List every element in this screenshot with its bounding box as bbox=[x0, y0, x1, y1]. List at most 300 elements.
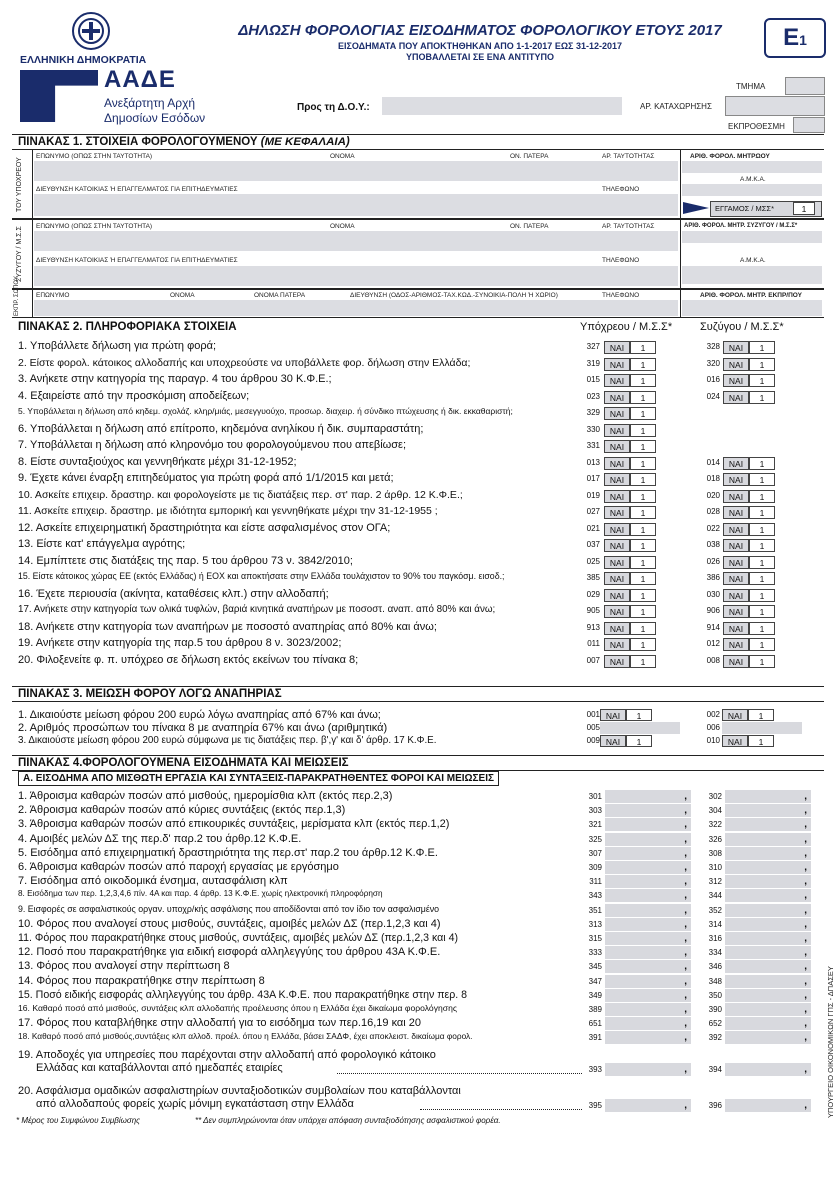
org-line2: Δημοσίων Εσόδων bbox=[104, 111, 206, 125]
spouse-yes-checkbox[interactable]: ΝΑΙ bbox=[723, 341, 749, 354]
spouse-yes-checkbox[interactable]: ΝΑΙ bbox=[722, 709, 748, 721]
spouse-amka-label: Α.Μ.Κ.Α. bbox=[740, 257, 766, 264]
spouse-amount-field[interactable]: , bbox=[725, 833, 811, 846]
spouse-yes-checkbox[interactable]: ΝΑΙ bbox=[723, 391, 749, 404]
yes-value[interactable]: 1 bbox=[630, 605, 656, 618]
table4-spouse-code: 302 bbox=[708, 792, 722, 801]
spouse-yes-checkbox[interactable]: ΝΑΙ bbox=[722, 735, 748, 747]
spouse-yes-checkbox[interactable]: ΝΑΙ bbox=[723, 374, 749, 387]
spouse-yes-value[interactable]: 1 bbox=[749, 391, 775, 404]
amka-label: Α.Μ.Κ.Α. bbox=[740, 176, 766, 183]
table4-row-label: 18. Καθαρό ποσό από μισθούς,συντάξεις κλπ αλλοδ. προέλ. όπου η Ελλάδα, βάσει ΣΑΔΦ, έχει αποκλειστ. δικαίωμα φορολ. bbox=[18, 1031, 473, 1042]
spouse-yes-value[interactable]: 1 bbox=[749, 556, 775, 569]
amount-field[interactable]: , bbox=[605, 875, 691, 888]
yes-value[interactable]: 1 bbox=[630, 638, 656, 651]
spouse-surname-label: ΕΠΩΝΥΜΟ (ΟΠΩΣ ΣΤΗΝ ΤΑΥΤΟΤΗΤΑ) bbox=[36, 223, 153, 230]
spouse-count-field[interactable] bbox=[722, 722, 802, 734]
code-396: 396 bbox=[708, 1101, 722, 1110]
spouse-yes-value[interactable]: 1 bbox=[749, 506, 775, 519]
yes-checkbox[interactable]: ΝΑΙ bbox=[604, 457, 630, 470]
yes-value[interactable]: 1 bbox=[630, 539, 656, 552]
rep-afm-field[interactable] bbox=[682, 300, 822, 316]
spouse-yes-checkbox[interactable]: ΝΑΙ bbox=[723, 572, 749, 585]
table4-spouse-code: 392 bbox=[708, 1033, 722, 1043]
table4-code: 389 bbox=[588, 1005, 602, 1014]
amount-field[interactable]: , bbox=[605, 790, 691, 803]
amount-field[interactable]: , bbox=[605, 960, 691, 973]
table4-row-label: 6. Άθροισμα καθαρών ποσών από παροχή εργασίας με εργόσημο bbox=[18, 861, 339, 873]
table2-spouse-code: 012 bbox=[706, 639, 720, 648]
yes-value[interactable]: 1 bbox=[626, 735, 652, 747]
yes-value[interactable]: 1 bbox=[630, 655, 656, 668]
table4-row-label: 7. Εισόδημα από οικοδομικά ένσημα, αυτασφάλιση κλπ bbox=[18, 875, 288, 888]
marriage-value[interactable]: 1 bbox=[793, 202, 815, 215]
spouse-yes-value[interactable]: 1 bbox=[749, 655, 775, 668]
table2-code: 029 bbox=[586, 589, 600, 599]
table2-col1-header: Υπόχρεου / Μ.Σ.Σ* bbox=[580, 321, 673, 333]
table4-code: 307 bbox=[588, 848, 602, 858]
table4-row-label: 12. Ποσό που παρακρατήθηκε για ειδική εισφορά αλληλεγγύης του άρθρου 43Α Κ.Φ.Ε. bbox=[18, 946, 441, 959]
table2-spouse-code: 386 bbox=[706, 573, 720, 582]
spouse-yes-checkbox[interactable]: ΝΑΙ bbox=[723, 358, 749, 371]
address-label: ΔΙΕΥΘΥΝΣΗ ΚΑΤΟΙΚΙΑΣ Ή ΕΠΑΓΓΕΛΜΑΤΟΣ ΓΙΑ ΕΠΙΤΗΔΕΥΜΑΤΙΕΣ bbox=[36, 186, 238, 193]
table4-row-label: 15. Ποσό ειδικής εισφοράς αλληλεγγύης του άρθρ. 43Α Κ.Φ.Ε. που παρακρατήθηκε στην περ. 8 bbox=[18, 988, 468, 1001]
spouse-amount-field[interactable]: , bbox=[725, 818, 811, 831]
spouse-afm-label: ΑΡΙΘ. ΦΟΡΟΛ. ΜΗΤΡ. ΣΥΖΥΓΟΥ / Μ.Σ.Σ* bbox=[684, 223, 798, 229]
table2-row-label: 13. Είστε κατ' επάγγελμα αγρότης; bbox=[18, 538, 186, 550]
table4-spouse-code: 310 bbox=[708, 863, 722, 872]
emblem-text: ΕΛΛΗΝΙΚΗ ΔΗΜΟΚΡΑΤΙΑ bbox=[20, 54, 147, 66]
table3-row-label: 1. Δικαιούστε μείωση φόρου 200 ευρώ λόγω αναπηρίας από 67% και άνω; bbox=[18, 709, 381, 721]
amount-field[interactable]: , bbox=[605, 975, 691, 988]
table4-row-label: 10. Φόρος που αναλογεί στους μισθούς, συντάξεις, αμοιβές μελών ΔΣ (περ.1,2,3 και 4) bbox=[18, 917, 441, 930]
table2-row-label: 2. Είστε φορολ. κάτοικος αλλοδαπής και υποχρεούστε να υποβάλλετε φορ. δήλωση στην Ελλάδα; bbox=[18, 356, 471, 369]
yes-value[interactable]: 1 bbox=[630, 407, 656, 420]
late-field[interactable] bbox=[793, 117, 825, 133]
yes-checkbox[interactable]: ΝΑΙ bbox=[600, 735, 626, 747]
afm-field[interactable] bbox=[682, 161, 822, 173]
spouse-yes-checkbox[interactable]: ΝΑΙ bbox=[723, 539, 749, 552]
yes-value[interactable]: 1 bbox=[630, 473, 656, 486]
yes-value[interactable]: 1 bbox=[630, 622, 656, 635]
greek-emblem-icon bbox=[72, 12, 110, 50]
org-line1: Ανεξάρτητη Αρχή bbox=[104, 96, 196, 110]
yes-checkbox[interactable]: ΝΑΙ bbox=[604, 506, 630, 519]
table4-row-label: 8. Εισόδημα των περ. 1,2,3,4,6 πίν. 4Α και παρ. 4 άρθρ. 13 Κ.Φ.Ε. χωρίς ηλεκτρονική πληροφόρηση bbox=[18, 889, 383, 899]
table2-row-label: 18. Ανήκετε στην κατηγορία των αναπήρων με ποσοστό αναπηρίας από 80% και άνω; bbox=[18, 620, 437, 633]
yes-value[interactable]: 1 bbox=[630, 523, 656, 536]
spouse-yes-checkbox[interactable]: ΝΑΙ bbox=[723, 605, 749, 618]
table4-row-label: 11. Φόρος που παρακρατήθηκε στους μισθούς, συντάξεις, αμοιβές μελών ΔΣ (περ.1,2,3 και 4) bbox=[18, 932, 458, 944]
footer-note-2: ** Δεν συμπληρώνονται όταν υπάρχει απόφαση συνταξιοδότησης ασφαλιστικού φορέα. bbox=[195, 1116, 501, 1125]
spouse-yes-value[interactable]: 1 bbox=[749, 605, 775, 618]
amount-field[interactable]: , bbox=[605, 804, 691, 817]
table3-title: ΠΙΝΑΚΑΣ 3. ΜΕΙΩΣΗ ΦΟΡΟΥ ΛΟΓΩ ΑΝΑΠΗΡΙΑΣ bbox=[12, 686, 824, 702]
amount-396[interactable]: , bbox=[725, 1099, 811, 1112]
spouse-yes-checkbox[interactable]: ΝΑΙ bbox=[723, 506, 749, 519]
table4-row-label: 9. Εισφορές σε ασφαλιστικούς οργαν. υποχρ/κής ασφάλισης που αποδίδονται από τον ίδιο τον ασφαλισμένο bbox=[18, 903, 440, 914]
spouse-amount-field[interactable]: , bbox=[725, 847, 811, 860]
spouse-yes-checkbox[interactable]: ΝΑΙ bbox=[723, 589, 749, 602]
table4-code: 391 bbox=[588, 1033, 602, 1043]
table2-spouse-code: 022 bbox=[706, 523, 720, 533]
amount-field[interactable]: , bbox=[605, 818, 691, 831]
spouse-yes-value[interactable]: 1 bbox=[749, 589, 775, 602]
table4-row-label: 5. Εισόδημα από επιχειρηματική δραστηριότητα της περ.στ' παρ.2 του άρθρ.12 Κ.Φ.Ε. bbox=[18, 846, 438, 859]
amount-field[interactable]: , bbox=[605, 889, 691, 902]
table2-code: 025 bbox=[586, 556, 600, 566]
spouse-amount-field[interactable]: , bbox=[725, 904, 811, 917]
table2-row-label: 14. Εμπίπτετε στις διατάξεις της παρ. 5 του άρθρου 73 ν. 3842/2010; bbox=[18, 554, 353, 567]
yes-value[interactable]: 1 bbox=[630, 490, 656, 503]
table2-code: 007 bbox=[586, 655, 600, 665]
spouse-amount-field[interactable]: , bbox=[725, 1031, 811, 1044]
table4-code: 301 bbox=[588, 792, 602, 801]
table2-spouse-code: 320 bbox=[706, 358, 720, 368]
spouse-yes-checkbox[interactable]: ΝΑΙ bbox=[723, 655, 749, 668]
table2-code: 023 bbox=[586, 391, 600, 401]
table2-row-label: 8. Είστε συνταξιούχος και γεννηθήκατε μέχρι 31-12-1952; bbox=[18, 455, 297, 468]
table2-code: 913 bbox=[586, 622, 600, 632]
yes-checkbox[interactable]: ΝΑΙ bbox=[604, 407, 630, 420]
spouse-yes-value[interactable]: 1 bbox=[749, 473, 775, 486]
form-subtitle-1: ΕΙΣΟΔΗΜΑΤΑ ΠΟΥ ΑΠΟΚΤΗΘΗΚΑΝ ΑΠΟ 1-1-2017 ΕΩΣ 31-12-2017 bbox=[338, 41, 622, 51]
table3-code: 009 bbox=[586, 736, 600, 745]
yes-checkbox[interactable]: ΝΑΙ bbox=[600, 709, 626, 721]
spouse-amount-field[interactable]: , bbox=[725, 804, 811, 817]
table3-row-label: 2. Αριθμός προσώπων του πίνακα 8 με αναπηρία 67% και άνω (αριθμητικά) bbox=[18, 722, 388, 734]
address-field[interactable] bbox=[34, 194, 678, 216]
yes-checkbox[interactable]: ΝΑΙ bbox=[604, 523, 630, 536]
table4-code: 311 bbox=[589, 877, 602, 887]
table4-spouse-code: 334 bbox=[708, 948, 722, 958]
tmima-field[interactable] bbox=[785, 77, 825, 95]
side-spouse: ΣΥΖΥΓΟΥ / Μ.Σ.Σ bbox=[16, 226, 23, 282]
table2-spouse-code: 328 bbox=[706, 342, 720, 351]
table4-row-label: 1. Άθροισμα καθαρών ποσών από μισθούς, ημερομίσθια κλπ (εκτός περ.2,3) bbox=[18, 790, 393, 802]
table2-row-label: 9. Έχετε κάνει έναρξη επιτηδεύματος για πρώτη φορά από 1/1/2015 και μετά; bbox=[18, 472, 394, 484]
yes-checkbox[interactable]: ΝΑΙ bbox=[604, 539, 630, 552]
rep-afm-label: ΑΡΙΘ. ΦΟΡΟΛ. ΜΗΤΡ. ΕΚΠΡ/ΠΟΥ bbox=[700, 292, 803, 299]
yes-checkbox[interactable]: ΝΑΙ bbox=[604, 638, 630, 651]
table2-col2-header: Συζύγου / Μ.Σ.Σ* bbox=[700, 321, 784, 333]
table2-spouse-code: 028 bbox=[706, 507, 720, 516]
row19-label: 19. Αποδοχές για υπηρεσίες που παρέχονται στην αλλοδαπή από φορολογικό κάτοικο Ελλάδας και καταβάλλονται από ημεδαπές εταιρίες bbox=[18, 1049, 436, 1074]
table2-row-label: 3. Ανήκετε στην κατηγορία της παραγρ. 4 του άρθρου 30 Κ.Φ.Ε.; bbox=[18, 373, 332, 385]
table4-subtitle: Α. ΕΙΣΟΔΗΜΑ ΑΠΟ ΜΙΣΘΩΤΗ ΕΡΓΑΣΙΑ ΚΑΙ ΣΥΝΤΑΞΕΙΣ-ΠΑΡΑΚΡΑΤΗΘΕΝΤΕΣ ΦΟΡΟΙ ΚΑΙ ΜΕΙΩΣΕΙΣ bbox=[18, 771, 499, 786]
yes-value[interactable]: 1 bbox=[626, 709, 652, 721]
spouse-yes-value[interactable]: 1 bbox=[749, 457, 775, 470]
surname-label: ΕΠΩΝΥΜΟ (ΟΠΩΣ ΣΤΗΝ ΤΑΥΤΟΤΗΤΑ) bbox=[36, 153, 153, 160]
yes-checkbox[interactable]: ΝΑΙ bbox=[604, 391, 630, 404]
table4-code: 315 bbox=[588, 934, 602, 943]
table4-row-label: 2. Άθροισμα καθαρών ποσών από κύριες συντάξεις (εκτός περ.1,3) bbox=[18, 804, 346, 817]
yes-value[interactable]: 1 bbox=[630, 506, 656, 519]
code-393: 393 bbox=[588, 1065, 602, 1074]
table2-code: 385 bbox=[586, 573, 600, 582]
table4-spouse-code: 346 bbox=[708, 962, 722, 972]
yes-value[interactable]: 1 bbox=[630, 358, 656, 371]
table4-code: 651 bbox=[588, 1019, 602, 1029]
spouse-yes-value[interactable]: 1 bbox=[749, 374, 775, 387]
amount-field[interactable]: , bbox=[605, 932, 691, 945]
table2-code: 021 bbox=[586, 523, 600, 533]
spouse-yes-checkbox[interactable]: ΝΑΙ bbox=[723, 473, 749, 486]
yes-checkbox[interactable]: ΝΑΙ bbox=[604, 358, 630, 371]
table2-row-label: 7. Υποβάλλεται η δήλωση από κληρονόμο του φορολογούμενου που απεβίωσε; bbox=[18, 439, 406, 451]
doy-label: Προς τη Δ.Ο.Υ.: bbox=[297, 102, 370, 113]
yes-checkbox[interactable]: ΝΑΙ bbox=[604, 490, 630, 503]
table2-row-label: 19. Ανήκετε στην κατηγορία της παρ.5 του άρθρου 8 ν. 3023/2002; bbox=[18, 637, 342, 649]
spouse-yes-checkbox[interactable]: ΝΑΙ bbox=[723, 556, 749, 569]
table4-spouse-code: 326 bbox=[708, 834, 722, 844]
table4-spouse-code: 348 bbox=[708, 976, 722, 986]
amount-field[interactable]: , bbox=[605, 861, 691, 874]
amount-field[interactable]: , bbox=[605, 918, 691, 931]
table4-spouse-code: 308 bbox=[708, 848, 722, 858]
doy-field[interactable] bbox=[382, 97, 622, 115]
rep-father-label: ΟΝΟΜΑ ΠΑΤΕΡΑ bbox=[254, 292, 306, 299]
table4-spouse-code: 322 bbox=[708, 820, 722, 830]
spouse-name-field[interactable] bbox=[34, 231, 678, 251]
amount-395[interactable]: , bbox=[605, 1099, 691, 1112]
amount-field[interactable]: , bbox=[605, 989, 691, 1002]
form-code: E1 bbox=[764, 18, 826, 58]
table2-row-label: 10. Ασκείτε επιχειρ. δραστηρ. και φορολογείστε με τις διατάξεις περ. στ' παρ. 2 άρθρ. 12 Κ.Φ.Ε.; bbox=[18, 488, 463, 501]
table4-code: 351 bbox=[588, 905, 602, 915]
table4-spouse-code: 312 bbox=[708, 877, 722, 887]
yes-value[interactable]: 1 bbox=[630, 457, 656, 470]
yes-checkbox[interactable]: ΝΑΙ bbox=[604, 424, 630, 437]
table4-row-label: 14. Φόρος που παρακρατήθηκε στην περίπτωση 8 bbox=[18, 974, 265, 987]
yes-value[interactable]: 1 bbox=[630, 556, 656, 569]
row20-label: 20. Ασφάλισμα ομαδικών ασφαλιστηρίων συνταξιοδοτικών συμβολαίων που καταβάλλονται από αλλοδαπούς φορείς χωρίς μόνιμη εγκατάσταση στην Ελλάδα bbox=[18, 1085, 461, 1110]
count-field[interactable] bbox=[600, 722, 680, 734]
table2-spouse-code: 026 bbox=[706, 556, 720, 566]
name-label: ΟΝΟΜΑ bbox=[330, 153, 355, 160]
table2-code: 331 bbox=[586, 441, 600, 450]
spouse-yes-value[interactable]: 1 bbox=[749, 523, 775, 536]
table4-spouse-code: 652 bbox=[708, 1019, 722, 1029]
spouse-yes-checkbox[interactable]: ΝΑΙ bbox=[723, 490, 749, 503]
spouse-amount-field[interactable]: , bbox=[725, 989, 811, 1002]
yes-value[interactable]: 1 bbox=[630, 440, 656, 453]
spouse-afm-field[interactable] bbox=[682, 231, 822, 243]
table4-code: 321 bbox=[588, 820, 602, 830]
table2-row-label: 5. Υποβάλλεται η δήλωση από κηδεμ. σχολάζ. κληρ/μιάς, μεσεγγυούχο, προσωρ. διαχειρ. ή σύνδικο πτώχευσης ή δικ. εκκαθαριστή; bbox=[18, 406, 513, 416]
amount-field[interactable]: , bbox=[605, 1003, 691, 1016]
table4-code: 333 bbox=[588, 948, 602, 958]
rep-name-label: ΟΝΟΜΑ bbox=[170, 292, 195, 299]
table2-spouse-code: 906 bbox=[706, 606, 720, 615]
form-title: ΔΗΛΩΣΗ ΦΟΡΟΛΟΓΙΑΣ ΕΙΣΟΔΗΜΑΤΟΣ ΦΟΡΟΛΟΓΙΚΟΥ ΕΤΟΥΣ 2017 bbox=[238, 22, 722, 39]
spouse-yes-value[interactable]: 1 bbox=[749, 638, 775, 651]
spouse-yes-value[interactable]: 1 bbox=[749, 341, 775, 354]
table2-code: 905 bbox=[586, 606, 600, 615]
table2-code: 017 bbox=[586, 474, 600, 483]
yes-checkbox[interactable]: ΝΑΙ bbox=[604, 622, 630, 635]
yes-checkbox[interactable]: ΝΑΙ bbox=[604, 341, 630, 354]
table4-spouse-code: 316 bbox=[708, 934, 722, 943]
table2-spouse-code: 030 bbox=[706, 589, 720, 599]
table4-row-label: 16. Καθαρό ποσό από μισθούς, συντάξεις κλπ αλλοδαπής προέλευσης όπου η Ελλάδα έχει δικαίωμα φορολόγησης bbox=[18, 1003, 457, 1013]
yes-value[interactable]: 1 bbox=[630, 391, 656, 404]
spouse-amount-field[interactable]: , bbox=[725, 1017, 811, 1030]
yes-value[interactable]: 1 bbox=[630, 589, 656, 602]
amount-394[interactable]: , bbox=[725, 1063, 811, 1076]
footer-note-1: * Μέρος του Συμφώνου Συμβίωσης bbox=[16, 1116, 141, 1125]
rep-address-label: ΔΙΕΥΘΥΝΣΗ (ΟΔΟΣ-ΑΡΙΘΜΟΣ-ΤΑΧ.ΚΩΔ.-ΣΥΝΟΙΚΙΑ-ΠΟΛΗ Ή ΧΩΡΙΟ) bbox=[350, 292, 558, 299]
amount-field[interactable]: , bbox=[605, 946, 691, 959]
form-subtitle-2: ΥΠΟΒΑΛΛΕΤΑΙ ΣΕ ΕΝΑ ΑΝΤΙΤΥΠΟ bbox=[406, 52, 554, 62]
table4-code: 343 bbox=[588, 891, 602, 901]
spouse-amount-field[interactable]: , bbox=[725, 975, 811, 988]
yes-value[interactable]: 1 bbox=[630, 341, 656, 354]
aade-logo bbox=[20, 70, 98, 122]
tmima-label: ΤΜΗΜΑ bbox=[736, 82, 766, 91]
spouse-amount-field[interactable]: , bbox=[725, 875, 811, 888]
code-395: 395 bbox=[588, 1101, 602, 1110]
yes-checkbox[interactable]: ΝΑΙ bbox=[604, 572, 630, 585]
side-taxpayer: ΤΟΥ ΥΠΟΧΡΕΟΥ bbox=[16, 157, 23, 212]
spouse-id-label: ΑΡ. ΤΑΥΤΟΤΗΤΑΣ bbox=[602, 223, 655, 230]
table2-spouse-code: 014 bbox=[706, 457, 720, 467]
spouse-yes-checkbox[interactable]: ΝΑΙ bbox=[723, 523, 749, 536]
org-abbr: ΑΑΔΕ bbox=[104, 66, 176, 93]
registration-field[interactable] bbox=[725, 96, 825, 116]
table4-code: 313 bbox=[588, 919, 602, 929]
table4-code: 303 bbox=[588, 806, 602, 816]
table2-row-label: 6. Υποβάλλεται η δήλωση από επίτροπο, κηδεμόνα ανηλίκου ή δικ. συμπαραστάτη; bbox=[18, 422, 424, 435]
yes-checkbox[interactable]: ΝΑΙ bbox=[604, 473, 630, 486]
table2-row-label: 11. Ασκείτε επιχειρ. δραστηρ. με ιδιότητα εμπορική και γεννηθήκατε μέχρι την 31-12-1955 ; bbox=[18, 505, 438, 517]
yes-value[interactable]: 1 bbox=[630, 374, 656, 387]
amount-393[interactable]: , bbox=[605, 1063, 691, 1076]
table4-row-label: 13. Φόρος που αναλογεί στην περίπτωση 8 bbox=[18, 960, 230, 973]
yes-checkbox[interactable]: ΝΑΙ bbox=[604, 605, 630, 618]
spouse-amount-field[interactable]: , bbox=[725, 932, 811, 945]
ministry-side-text: ΥΠΟΥΡΓΕΙΟ ΟΙΚΟΝΟΜΙΚΩΝ ΓΠΣ - ΔΠΑΣΕΥ bbox=[826, 966, 835, 1118]
table4-spouse-code: 352 bbox=[708, 905, 722, 915]
table3-row-label: 3. Δικαιούστε μείωση φόρου 200 ευρώ σύμφωνα με τις διατάξεις περ. β',γ' και δ' άρθρ. 17 Κ.Φ.Ε. bbox=[18, 735, 437, 746]
spouse-address-label: ΔΙΕΥΘΥΝΣΗ ΚΑΤΟΙΚΙΑΣ Ή ΕΠΑΓΓΕΛΜΑΤΟΣ ΓΙΑ ΕΠΙΤΗΔΕΥΜΑΤΙΕΣ bbox=[36, 257, 238, 264]
table4-spouse-code: 344 bbox=[708, 891, 722, 901]
amount-field[interactable]: , bbox=[605, 904, 691, 917]
yes-checkbox[interactable]: ΝΑΙ bbox=[604, 655, 630, 668]
spouse-amount-field[interactable]: , bbox=[725, 946, 811, 959]
amount-field[interactable]: , bbox=[605, 1017, 691, 1030]
spouse-yes-checkbox[interactable]: ΝΑΙ bbox=[723, 457, 749, 470]
table2-code: 329 bbox=[586, 408, 600, 417]
spouse-amount-field[interactable]: , bbox=[725, 918, 811, 931]
yes-checkbox[interactable]: ΝΑΙ bbox=[604, 440, 630, 453]
afm-label: ΑΡΙΘ. ΦΟΡΟΛ. ΜΗΤΡΩΟΥ bbox=[690, 153, 770, 160]
spouse-yes-checkbox[interactable]: ΝΑΙ bbox=[723, 638, 749, 651]
table3-code: 005 bbox=[586, 723, 600, 732]
registration-label: ΑΡ. ΚΑΤΑΧΩΡΗΣΗΣ bbox=[640, 102, 712, 111]
amount-field[interactable]: , bbox=[605, 833, 691, 846]
table2-code: 015 bbox=[586, 375, 600, 384]
arrow-icon bbox=[683, 202, 709, 214]
spouse-amount-field[interactable]: , bbox=[725, 1003, 811, 1016]
table2-code: 327 bbox=[586, 342, 600, 351]
spouse-yes-value[interactable]: 1 bbox=[748, 709, 774, 721]
table2-spouse-code: 020 bbox=[706, 490, 720, 500]
amount-field[interactable]: , bbox=[605, 1031, 691, 1044]
rep-surname-label: ΕΠΩΝΥΜΟ bbox=[36, 292, 70, 299]
table4-row-label: 17. Φόρος που καταβλήθηκε στην αλλοδαπή για το εισόδημα των περ.16,19 και 20 bbox=[18, 1017, 422, 1030]
table2-spouse-code: 008 bbox=[706, 655, 720, 665]
table4-spouse-code: 304 bbox=[708, 806, 722, 816]
yes-value[interactable]: 1 bbox=[630, 424, 656, 437]
rep-field[interactable] bbox=[34, 300, 678, 316]
table2-code: 319 bbox=[586, 358, 600, 368]
table2-spouse-code: 024 bbox=[706, 391, 720, 401]
spouse-amount-field[interactable]: , bbox=[725, 861, 811, 874]
spouse-yes-checkbox[interactable]: ΝΑΙ bbox=[723, 622, 749, 635]
spouse-amount-field[interactable]: , bbox=[725, 889, 811, 902]
taxpayer-name-field[interactable] bbox=[34, 161, 678, 181]
spouse-amka-field[interactable] bbox=[682, 266, 822, 284]
table3-spouse-code: 010 bbox=[706, 736, 720, 745]
father-label: ΟΝ. ΠΑΤΕΡΑ bbox=[510, 153, 549, 160]
late-label: ΕΚΠΡΟΘΕΣΜΗ bbox=[728, 122, 785, 131]
yes-value[interactable]: 1 bbox=[630, 572, 656, 585]
spouse-yes-value[interactable]: 1 bbox=[749, 572, 775, 585]
table4-code: 347 bbox=[588, 976, 602, 986]
yes-checkbox[interactable]: ΝΑΙ bbox=[604, 556, 630, 569]
table2-row-label: 20. Φιλοξενείτε φ. π. υπόχρεο σε δήλωση εκτός εκείνων του πίνακα 8; bbox=[18, 653, 359, 666]
yes-checkbox[interactable]: ΝΑΙ bbox=[604, 374, 630, 387]
marriage-box: ΕΓΓΑΜΟΣ / ΜΣΣ* bbox=[710, 201, 822, 217]
table4-row-label: 4. Αμοιβές μελών ΔΣ της περ.δ' παρ.2 του άρθρ.12 Κ.Φ.Ε. bbox=[18, 832, 302, 845]
side-rep: ΕΚΠΡ. ΣΩΠΟΥ bbox=[14, 276, 20, 316]
table4-code: 349 bbox=[588, 990, 602, 1000]
table2-code: 011 bbox=[587, 639, 600, 648]
spouse-name-label: ΟΝΟΜΑ bbox=[330, 223, 355, 230]
spouse-address-field[interactable] bbox=[34, 266, 678, 286]
spouse-amount-field[interactable]: , bbox=[725, 790, 811, 803]
table4-spouse-code: 314 bbox=[708, 919, 722, 929]
spouse-yes-value[interactable]: 1 bbox=[748, 735, 774, 747]
amka-field[interactable] bbox=[682, 184, 822, 196]
table2-row-label: 4. Εξαιρείστε από την προσκόμιση αποδείξεων; bbox=[18, 389, 250, 402]
table2-code: 037 bbox=[586, 540, 600, 549]
spouse-yes-value[interactable]: 1 bbox=[749, 490, 775, 503]
code-394: 394 bbox=[708, 1065, 722, 1074]
table2-title: ΠΙΝΑΚΑΣ 2. ΠΛΗΡΟΦΟΡΙΑΚΑ ΣΤΟΙΧΕΙΑ bbox=[18, 321, 237, 333]
table2-spouse-code: 914 bbox=[706, 622, 720, 632]
table3-spouse-code: 002 bbox=[706, 710, 720, 719]
table1-title: ΠΙΝΑΚΑΣ 1. ΣΤΟΙΧΕΙΑ ΦΟΡΟΛΟΓΟΥΜΕΝΟΥ (ΜΕ ΚΕΦΑΛΑΙΑ) bbox=[12, 134, 824, 150]
table4-row-label: 3. Άθροισμα καθαρών ποσών από επικουρικές συντάξεις, μερίσματα κλπ (εκτός περ.1,2) bbox=[18, 818, 450, 831]
table2-code: 330 bbox=[586, 424, 600, 434]
spouse-yes-value[interactable]: 1 bbox=[749, 539, 775, 552]
table2-row-label: 1. Υποβάλλετε δήλωση για πρώτη φορά; bbox=[18, 340, 217, 352]
table2-spouse-code: 018 bbox=[706, 474, 720, 483]
spouse-amount-field[interactable]: , bbox=[725, 960, 811, 973]
yes-checkbox[interactable]: ΝΑΙ bbox=[604, 589, 630, 602]
amount-field[interactable]: , bbox=[605, 847, 691, 860]
spouse-yes-value[interactable]: 1 bbox=[749, 622, 775, 635]
table2-row-label: 17. Ανήκετε στην κατηγορία των ολικά τυφλών, βαριά κινητικά αναπήρων με ποσοστ. αναπ. από 80% και άνω; bbox=[18, 604, 496, 615]
phone-label: ΤΗΛΕΦΩΝΟ bbox=[602, 186, 640, 193]
spouse-phone-label: ΤΗΛΕΦΩΝΟ bbox=[602, 257, 640, 264]
table4-spouse-code: 350 bbox=[708, 990, 722, 1000]
table4-code: 345 bbox=[588, 962, 602, 972]
spouse-yes-value[interactable]: 1 bbox=[749, 358, 775, 371]
table2-code: 027 bbox=[586, 507, 600, 516]
